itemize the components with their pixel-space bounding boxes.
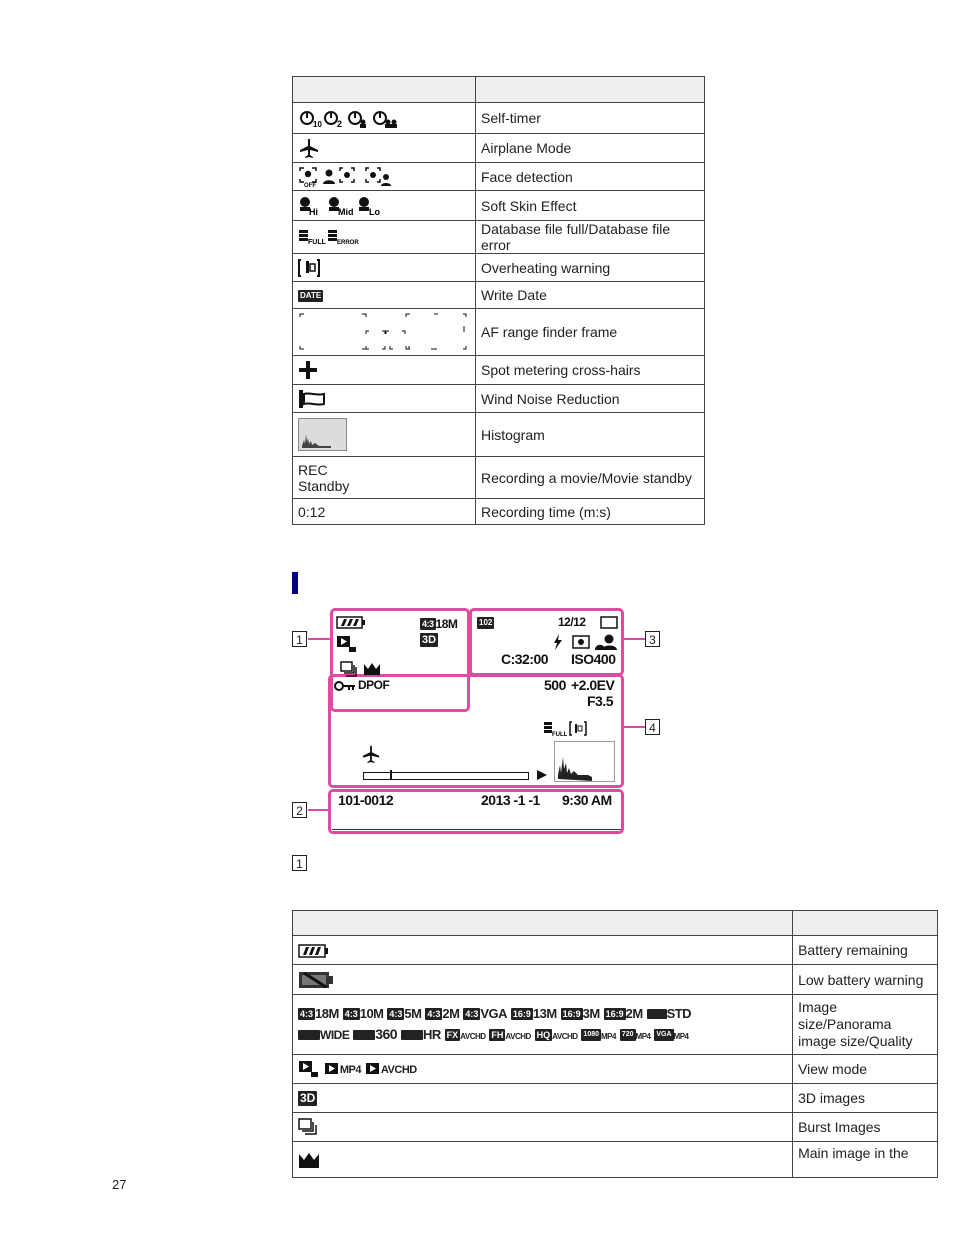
pano-wide: WIDE (298, 1026, 349, 1042)
quality-fh: FH AVCHD (491, 1029, 531, 1041)
table-row (293, 457, 705, 499)
burst-icon (340, 661, 358, 677)
svg-text:2: 2 (337, 119, 343, 129)
callout-1: 1 (292, 631, 307, 647)
svg-text:Lo: Lo (369, 206, 380, 217)
main-image-desc: Main image in the (793, 1142, 938, 1178)
view-mode-icons: MP4 AVCHD (293, 1055, 793, 1084)
rec-standby-cell: REC Standby (293, 457, 476, 499)
indicator-table-top (292, 76, 705, 525)
protect-key-icon (334, 680, 356, 692)
f-number: F3.5 (587, 693, 614, 709)
size-2m-wide: 16:9 2M (605, 1005, 643, 1021)
overheating-desc: Overheating warning (476, 254, 705, 282)
ratio-badge: 4:3 18M (422, 617, 458, 631)
recording-time: 9:30 AM (562, 792, 612, 808)
self-timer-icon (293, 103, 476, 134)
3d-desc: 3D images (793, 1084, 938, 1113)
af-frame-icon (293, 309, 476, 356)
rec-desc: Recording a movie/Movie standby (476, 457, 705, 499)
lcd-diagram (288, 604, 668, 840)
size-vga: 4:3 VGA (465, 1005, 508, 1021)
table-row (293, 936, 938, 965)
section-1-label: 1 (292, 855, 307, 871)
pano-hr: HR (401, 1026, 441, 1042)
size-10m: 4:3 10M (344, 1005, 384, 1021)
table-header-row (293, 77, 705, 103)
wind-noise-desc: Wind Noise Reduction (476, 385, 705, 413)
af-frame-desc: AF range finder frame (476, 309, 705, 356)
callout-3-line (623, 638, 645, 640)
region-2-underline (332, 829, 621, 830)
table-row (293, 499, 705, 525)
battery-icon (336, 616, 366, 629)
size-5m: 4:3 5M (389, 1005, 422, 1021)
table-row (293, 1113, 938, 1142)
database-desc: Database file full/Database file error (476, 221, 705, 254)
table-row (293, 254, 705, 282)
battery-remaining-icon (293, 936, 793, 965)
indicator-table-bottom (292, 910, 938, 1178)
svg-text:Mid: Mid (338, 206, 354, 217)
size-13m: 16:9 13M (512, 1005, 557, 1021)
svg-text:Hi: Hi (309, 206, 318, 217)
date-icon: DATE (293, 282, 476, 309)
shutter-speed: 500 (544, 677, 566, 693)
table-row (293, 1055, 938, 1084)
low-battery-desc: Low battery warning (793, 965, 938, 995)
callout-1-line (308, 638, 331, 640)
face-detection-desc: Face detection (476, 163, 705, 191)
folder-badge: 102 (479, 618, 493, 627)
svg-text:OFF: OFF (304, 182, 316, 188)
db-full-icon (543, 721, 567, 737)
self-timer-desc: Self-timer (476, 103, 705, 134)
crosshair-icon (293, 356, 476, 385)
overheat-icon (569, 721, 587, 736)
airplane-mode-icon (361, 745, 381, 763)
quality-hq: HQ AVCHD (536, 1029, 578, 1041)
3d-icon: 3D (293, 1084, 793, 1113)
image-size-desc: Image size/Panorama image size/Quality (793, 995, 938, 1055)
view-mode-desc: View mode (793, 1055, 938, 1084)
recordable-capacity: C:32:00 (501, 651, 549, 667)
media-icon (600, 616, 618, 629)
table-row (293, 103, 705, 134)
file-number: 101-0012 (338, 792, 394, 808)
table-row (293, 413, 705, 457)
table-row (293, 191, 705, 221)
table-row (293, 221, 705, 254)
flash-icon (553, 634, 563, 650)
callout-2-line (308, 809, 329, 811)
3d-badge: 3D (422, 634, 437, 646)
table-row (293, 356, 705, 385)
scene-icon (594, 634, 618, 650)
quality-1080: 1080 MP4 (583, 1030, 616, 1041)
airplane-desc: Airplane Mode (476, 134, 705, 163)
view-mode-icon (336, 635, 358, 653)
callout-4: 4 (645, 719, 660, 735)
table-row (293, 1084, 938, 1113)
size-2m: 4:3 2M (427, 1005, 460, 1021)
crosshair-desc: Spot metering cross-hairs (476, 356, 705, 385)
date-desc: Write Date (476, 282, 705, 309)
table-row (293, 965, 938, 995)
soft-skin-icon (293, 191, 476, 221)
table-row (293, 309, 705, 356)
table-row (293, 385, 705, 413)
playback-bar (363, 772, 529, 780)
table-row (293, 163, 705, 191)
recording-date: 2013 -1 -1 (481, 792, 540, 808)
image-size-icons (293, 995, 793, 1055)
section-marker (292, 572, 298, 594)
size-18m: 4:3 18M (300, 1005, 339, 1021)
airplane-icon (293, 134, 476, 163)
histogram-icon (293, 413, 476, 457)
image-count: 12/12 (558, 615, 586, 629)
crown-icon (363, 661, 381, 676)
table-row (293, 1142, 938, 1178)
callout-4-line (623, 726, 645, 728)
table-row (293, 995, 938, 1055)
page-number: 27 (112, 1177, 127, 1192)
callout-2: 2 (292, 802, 307, 818)
burst-images-icon (293, 1113, 793, 1142)
svg-text:FULL: FULL (308, 239, 326, 247)
face-detection-icon (293, 163, 476, 191)
overheating-icon (293, 254, 476, 282)
svg-text:ERROR: ERROR (337, 240, 359, 247)
pano-std: STD (647, 1005, 692, 1021)
svg-text:FULL: FULL (552, 732, 567, 737)
play-arrow-icon (536, 769, 548, 781)
callout-3: 3 (645, 631, 660, 647)
quality-vga: VGA MP4 (656, 1030, 689, 1041)
pano-360: 360 (353, 1026, 397, 1042)
rec-time-cell: 0:12 (293, 499, 476, 525)
image-size-line-1 (298, 1003, 787, 1024)
main-image-crown-icon (293, 1142, 793, 1178)
table-continuation-mask (285, 1178, 945, 1208)
table-row (293, 134, 705, 163)
battery-desc: Battery remaining (793, 936, 938, 965)
table-header-row (293, 911, 938, 936)
metering-icon (572, 635, 590, 649)
rec-time-desc: Recording time (m:s) (476, 499, 705, 525)
database-icon (293, 221, 476, 254)
quality-fx: FX AVCHD (446, 1029, 486, 1041)
soft-skin-desc: Soft Skin Effect (476, 191, 705, 221)
iso-value: ISO400 (571, 651, 616, 667)
quality-720: 720 MP4 (621, 1030, 651, 1041)
wind-noise-icon (293, 385, 476, 413)
playback-marker (390, 770, 392, 780)
svg-text:10: 10 (313, 120, 322, 129)
dpof-label: DPOF (358, 678, 390, 692)
table-row (293, 282, 705, 309)
image-size-line-2 (298, 1024, 787, 1047)
low-battery-icon (293, 965, 793, 995)
exposure-value: +2.0EV (571, 677, 615, 693)
histogram-desc: Histogram (476, 413, 705, 457)
lcd-histogram (554, 741, 616, 783)
size-3m: 16:9 3M (562, 1005, 600, 1021)
burst-desc: Burst Images (793, 1113, 938, 1142)
